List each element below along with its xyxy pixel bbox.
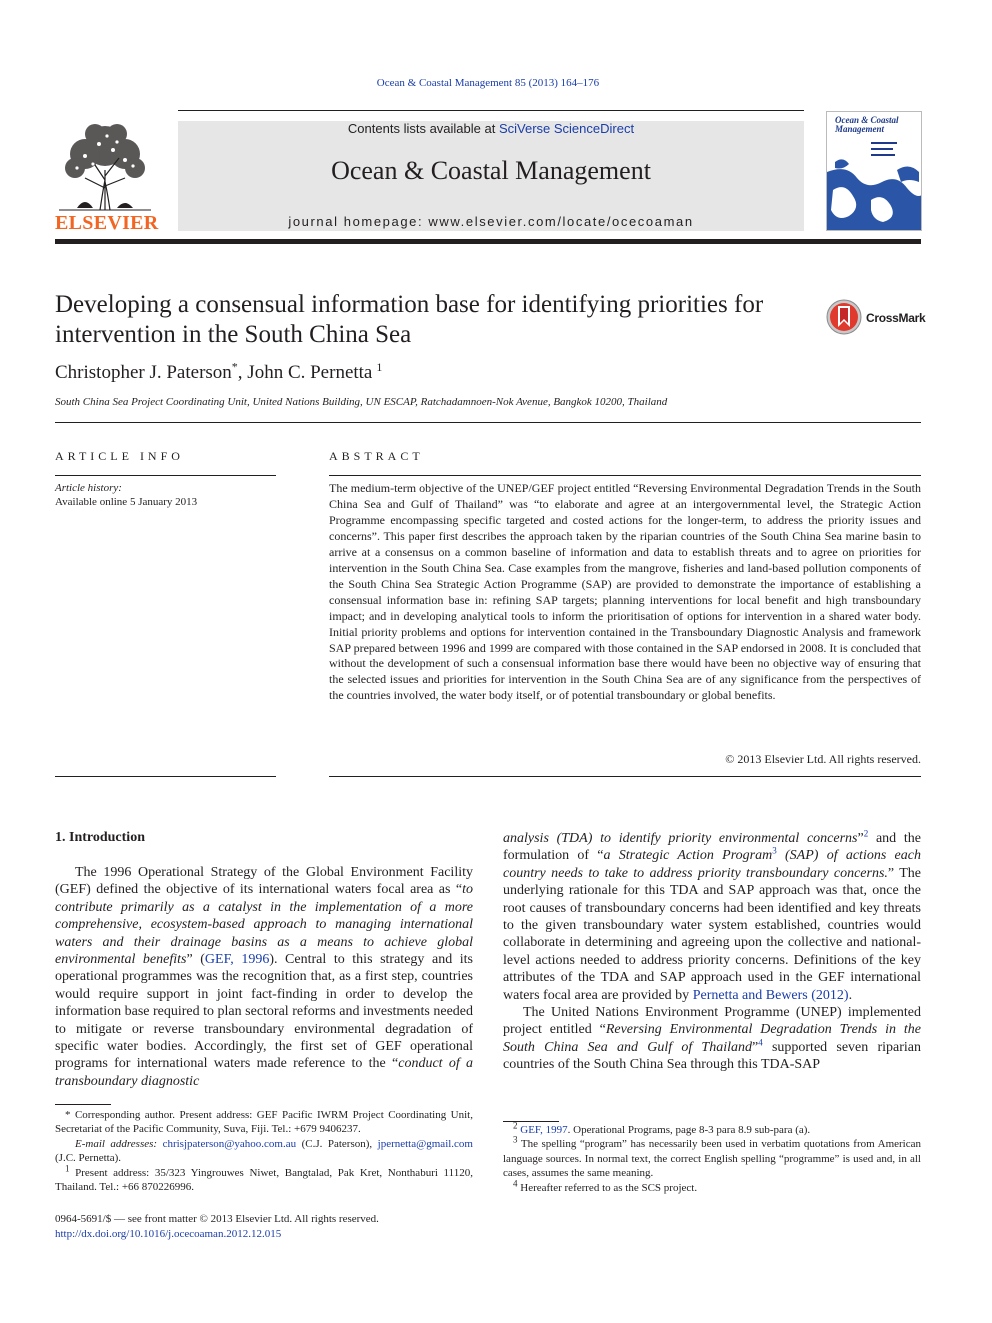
footnote-ref-2[interactable]: 2: [863, 828, 869, 839]
title-line-1: Developing a consensual information base for identifying priorities for: [55, 291, 764, 318]
journal-title: Ocean & Coastal Management: [331, 156, 651, 185]
email-link-pernetta[interactable]: jpernetta@gmail.com: [377, 1137, 473, 1150]
intro-text: ” (: [186, 952, 205, 968]
footnotes-right: [503, 1120, 921, 1195]
contents-line: [178, 121, 804, 136]
intro-text: ” The underlying rationale for this TDA and SAP approach was that, once the root causes of transboundary concerns had been identified and key threats to the given transboundary water system established, countries would collaborate in determining and agreeing upon the collective and national-level actions needed to address priority concerns. Definitions of the key attributes of the TDA and SAP approach used in the GEF international waters focal area are provided by: [503, 865, 921, 1003]
footnote-mark: 1: [65, 1162, 70, 1173]
intro-paragraph-1: [55, 864, 473, 1090]
journal-reference[interactable]: Ocean & Coastal Management 85 (2013) 164–176: [376, 77, 600, 89]
footnote-ref-4[interactable]: 4: [758, 1037, 763, 1048]
contents-prefix: Contents lists available at: [347, 121, 499, 136]
intro-right-column: [503, 830, 921, 1074]
affiliation: South China Sea Project Coordinating Unit, United Nations Building, UN ESCAP, Ratchadamnoen-Nok Avenue, Bangkok 10200, Thailand: [55, 396, 668, 408]
footnote-text: . Operational Programs, page 8-3 para 8.9 sub-para (a).: [567, 1124, 811, 1136]
intro-quote: analysis (TDA) to identify priority environmental concerns: [503, 831, 858, 846]
section-heading-introduction: 1. Introduction: [55, 830, 145, 845]
journal-cover-thumbnail[interactable]: [826, 111, 922, 231]
article-info-bottom-rule: [55, 776, 276, 777]
author-pernetta[interactable]: John C. Pernetta: [247, 362, 373, 383]
journal-homepage[interactable]: journal homepage: www.elsevier.com/locate/ocecoaman: [288, 214, 694, 229]
intro-left-column: [55, 864, 473, 1090]
footnote-mark: 4: [513, 1177, 518, 1188]
author-separator: ,: [237, 362, 248, 383]
elsevier-wordmark: ELSEVIER: [55, 212, 159, 234]
email-owner: (J.C. Pernetta).: [55, 1152, 121, 1165]
history-value: Available online 5 January 2013: [55, 496, 198, 508]
intro-quote: to contribute primarily as a catalyst in the implementation of a more comprehensive, ecosystem-based approach to managing international waters and their drainage basins as a means to achieve global environmental benefits: [55, 882, 473, 968]
crossmark-icon[interactable]: [826, 299, 862, 335]
author-footnote-mark[interactable]: 1: [376, 359, 383, 374]
intro-text: ”: [752, 1039, 759, 1055]
front-matter: [55, 1212, 379, 1242]
citation-pernetta-bewers-2012[interactable]: Pernetta and Bewers (2012): [692, 987, 849, 1003]
history-label: Article history:: [55, 482, 122, 494]
footnote-text: The spelling “program” has necessarily been used in verbatim quotations from American language sources. In normal text, the correct English spelling “programme” is used and, in all cases, assumes the same meaning.: [503, 1138, 921, 1180]
intro-text: .: [848, 987, 853, 1003]
header-top-rule: [178, 110, 804, 111]
affiliation-rule: [55, 422, 921, 423]
footnote-rule-left: [55, 1104, 111, 1105]
crossmark-label[interactable]: CrossMark: [866, 311, 926, 325]
abstract-rule: [329, 475, 921, 476]
intro-text: supported seven riparian countries of the South China Sea through this TDA-SAP: [503, 1039, 921, 1073]
doi-link[interactable]: http://dx.doi.org/10.1016/j.ocecoaman.2012.12.015: [55, 1228, 282, 1240]
footnote-emails: [55, 1137, 473, 1166]
footnote-corresponding: [55, 1108, 473, 1137]
article-info-rule: [55, 475, 276, 476]
abstract-bottom-rule: [329, 776, 921, 777]
intro-quote: a Strategic Action Program: [603, 848, 773, 864]
footnote-4: [503, 1177, 921, 1195]
abstract-heading: ABSTRACT: [329, 449, 424, 463]
article-info-heading: ARTICLE INFO: [55, 449, 184, 463]
email-owner: (C.J. Paterson),: [296, 1137, 378, 1150]
citation-gef-1996[interactable]: GEF, 1996: [204, 952, 270, 968]
footnote-text: Present address: 35/323 Yingrouwes Niwet, Bangtalad, Pak Kret, Nonthaburi 11120, Thailand. Tel.: +66 870226996.: [55, 1166, 473, 1194]
email-label: E-mail addresses:: [75, 1137, 158, 1150]
intro-quote: conduct of a transboundary diagnostic: [55, 1056, 473, 1089]
sciencedirect-link[interactable]: SciVerse ScienceDirect: [498, 121, 635, 136]
intro-quote: Reversing Environmental Degradation Trends in the South China Sea and Gulf of Thailand: [503, 1022, 921, 1055]
citation-gef-1997[interactable]: GEF, 1997: [520, 1124, 568, 1136]
header-thick-rule: [55, 239, 921, 244]
intro-text: ). Central to this strategy and its operational programmes was the recognition that, as a first step, countries would require support in joint fact-finding in order to develop the information base required to plan sectoral reforms and investments needed to mitigate or reverse transboundary environmental degradation of specific water bodies. Accordingly, the first set of GEF operational programs for international waters made reference to the “: [55, 952, 473, 1072]
footnote-rule-right: [503, 1121, 559, 1122]
intro-quote: (SAP) of actions each country needs to take to address priority transboundary concerns.: [503, 848, 921, 881]
corresponding-mark[interactable]: *: [231, 359, 238, 374]
footnote-text: Hereafter referred to as the SCS project.: [517, 1181, 698, 1194]
footnote-ref-3[interactable]: 3: [772, 845, 777, 856]
cover-title: Ocean & Coastal Management: [835, 115, 899, 134]
issn-line: 0964-5691/$ — see front matter © 2013 Elsevier Ltd. All rights reserved.: [55, 1213, 379, 1225]
intro-text: ”: [857, 831, 864, 846]
author-list: [55, 359, 383, 384]
intro-text: The 1996 Operational Strategy of the Global Environment Facility (GEF) defined the objective of its international waters focal area as “: [55, 865, 473, 898]
footnote-text: Corresponding author. Present address: GEF Pacific IWRM Project Coordinating Unit, Secretariat of the Pacific Community, Suva, Fiji. Tel.: +679 9406237.: [55, 1109, 473, 1136]
abstract-copyright: © 2013 Elsevier Ltd. All rights reserved.: [725, 752, 921, 766]
footnotes-left: [55, 1108, 473, 1194]
footnote-mark: 3: [513, 1134, 518, 1145]
author-paterson[interactable]: Christopher J. Paterson: [55, 362, 232, 383]
footnote-mark: *: [65, 1109, 71, 1121]
intro-text: The United Nations Environment Programme (UNEP) implemented project entitled “: [503, 1005, 921, 1038]
email-link-paterson[interactable]: chrisjpaterson@yahoo.com.au: [162, 1137, 297, 1150]
intro-text: and the formulation of “: [503, 831, 921, 864]
footnote-3: [503, 1134, 921, 1180]
intro-paragraph-2: [503, 1004, 921, 1074]
footnote-mark: 2: [513, 1120, 518, 1131]
article-title: [55, 290, 825, 350]
title-line-2: intervention in the South China Sea: [55, 321, 412, 348]
footnote-2: [503, 1120, 921, 1137]
footnote-1: [55, 1162, 473, 1195]
abstract-text: The medium-term objective of the UNEP/GEF project entitled “Reversing Environmental Degradation Trends in the South China Sea and Gulf of Thailand” was “to elaborate and agree at an intergovernmental level, the Strategic Action Programme encompassing specific targeted and costed actions for the longer-term, to address the priority issues and concerns”. This paper first describes the approach taken by the riparian countries of the South China Sea marine basin to arrive at a consensus on a common baseline of information and data to establish threats and to agree on priorities for intervention in the South China Sea. Case examples from the mangrove, fisheries and land-based pollution components of the South China Sea Strategic Action Programme (SAP) are provided to demonstrate the importance of establishing a consensual information base in: refining SAP targets; planning interventions for local benefit and high transboundary impact; and in developing analytical tools to inform the prioritisation of options for intervention in a shared water body. Initial priority problems and options for intervention contained in the Transboundary Diagnostic Analysis and framework SAP prepared between 1996 and 1999 are compared with those contained in the SAP endorsed in 2008. It is concluded that without the development of such a consensual information base there would have been no objective way of ensuring that the selected issues and priorities for intervention in the South China Sea are of any significance from the perspectives of the countries involved, the water body itself, or of potential transboundary or global benefits.: [329, 481, 921, 703]
intro-paragraph-1-cont: [503, 830, 921, 1004]
